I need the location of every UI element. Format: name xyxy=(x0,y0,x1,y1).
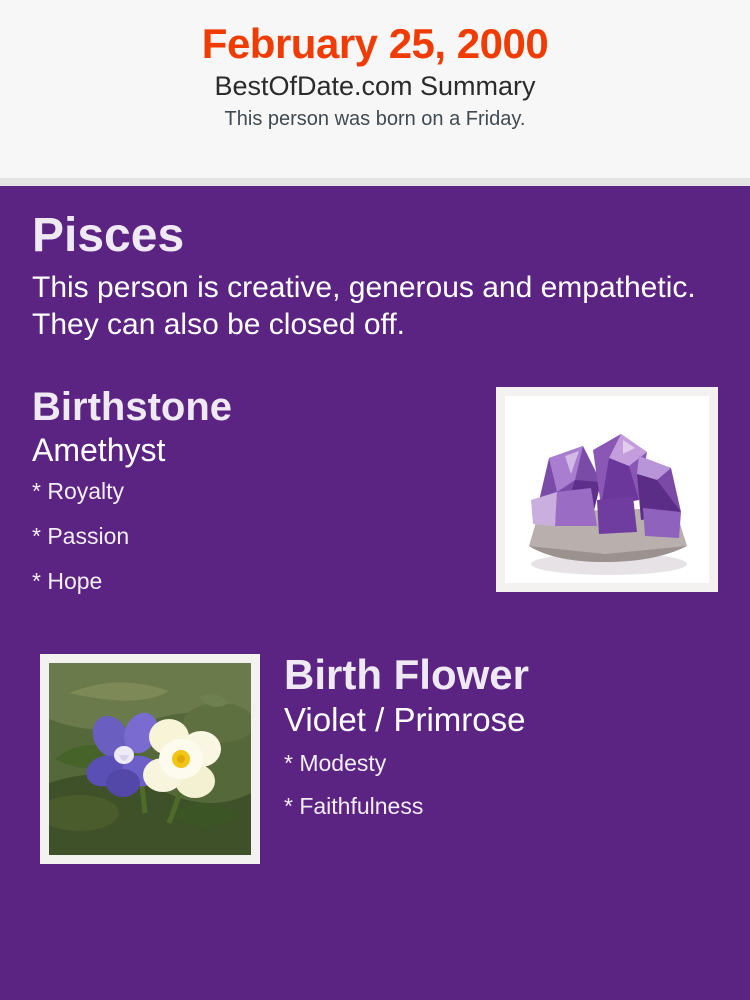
zodiac-section xyxy=(32,209,718,343)
birth-flower-title: Birth Flower xyxy=(284,651,530,699)
site-summary-label: BestOfDate.com Summary xyxy=(214,71,536,102)
birthstone-trait: * Royalty xyxy=(32,478,125,505)
birthstone-trait: * Passion xyxy=(32,523,130,550)
flower-icon xyxy=(49,663,251,855)
zodiac-description: This person is creative, generous and empathetic. They can also be closed off. xyxy=(32,271,696,341)
birthstone-text xyxy=(32,387,462,593)
birthstone-section xyxy=(32,387,718,612)
zodiac-sign-name: Pisces xyxy=(32,209,185,262)
birth-flower-trait: * Faithfulness xyxy=(284,793,424,820)
page-title: February 25, 2000 xyxy=(201,20,549,67)
header xyxy=(0,0,750,178)
birth-day-note: This person was born on a Friday. xyxy=(224,107,526,130)
violet-primrose-photo xyxy=(40,654,260,864)
birthstone-value: Amethyst xyxy=(32,432,166,469)
header-divider xyxy=(0,178,750,186)
amethyst-icon xyxy=(505,396,709,583)
amethyst-crystal-photo xyxy=(496,387,718,592)
birth-flower-trait: * Modesty xyxy=(284,750,387,777)
birthstone-title: Birthstone xyxy=(32,385,232,430)
violet-primrose-image xyxy=(49,663,251,855)
birthstone-trait: * Hope xyxy=(32,568,103,595)
amethyst-crystal-image xyxy=(505,396,709,583)
birth-flower-value: Violet / Primrose xyxy=(284,701,526,739)
birth-flower-text xyxy=(284,651,718,820)
main-content xyxy=(0,186,750,1000)
birth-flower-section xyxy=(32,651,718,869)
